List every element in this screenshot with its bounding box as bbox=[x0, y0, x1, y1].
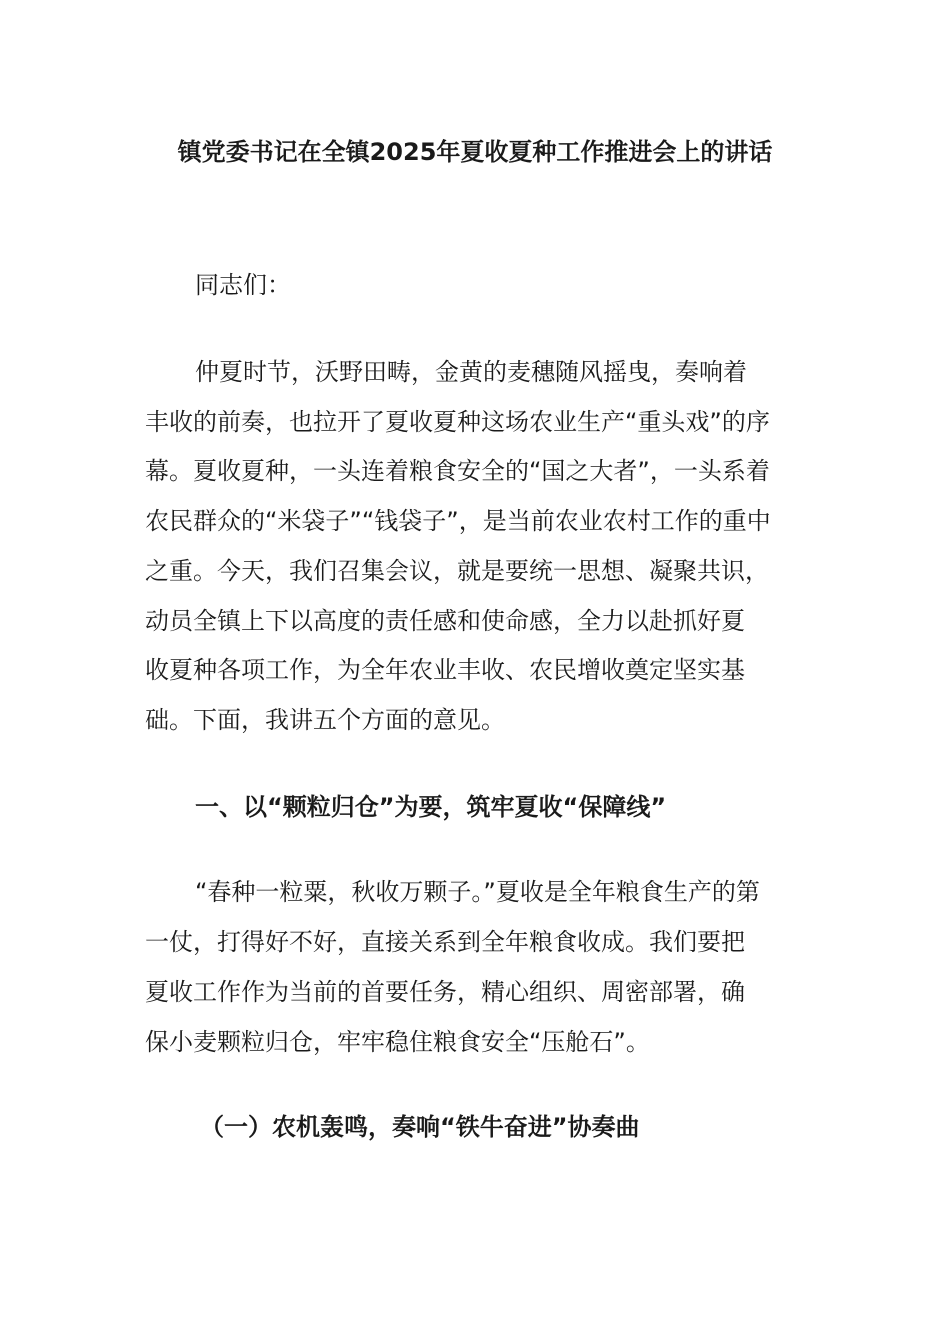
paragraph-line: 夏收工作作为当前的首要任务，精心组织、周密部署，确 bbox=[145, 978, 745, 1006]
document-title: 镇党委书记在全镇2025年夏收夏种工作推进会上的讲话 bbox=[177, 138, 773, 166]
paragraph-line: 幕。夏收夏种，一头连着粮食安全的“国之大者”，一头系着 bbox=[145, 457, 770, 485]
subsection-heading: （一）农机轰鸣，奏响“铁牛奋进”协奏曲 bbox=[200, 1113, 640, 1141]
paragraph-line: 保小麦颗粒归仓，牢牢稳住粮食安全“压舱石”。 bbox=[145, 1028, 650, 1056]
paragraph-line: “春种一粒粟，秋收万颗子。”夏收是全年粮食生产的第 bbox=[195, 878, 760, 906]
paragraph-line: 仲夏时节，沃野田畴，金黄的麦穗随风摇曳，奏响着 bbox=[195, 358, 747, 386]
paragraph-line: 之重。今天，我们召集会议，就是要统一思想、凝聚共识， bbox=[145, 557, 769, 585]
paragraph-line: 动员全镇上下以高度的责任感和使命感，全力以赴抓好夏 bbox=[145, 607, 745, 635]
paragraph-line: 农民群众的“米袋子”“钱袋子”，是当前农业农村工作的重中 bbox=[145, 507, 771, 535]
paragraph-line: 一仗，打得好不好，直接关系到全年粮食收成。我们要把 bbox=[145, 928, 745, 956]
paragraph-line: 丰收的前奏，也拉开了夏收夏种这场农业生产“重头戏”的序 bbox=[145, 408, 770, 436]
paragraph-line: 收夏种各项工作，为全年农业丰收、农民增收奠定坚实基 bbox=[145, 656, 745, 684]
section-heading: 一、以“颗粒归仓”为要，筑牢夏收“保障线” bbox=[195, 793, 667, 821]
salutation: 同志们： bbox=[195, 271, 291, 299]
paragraph-line: 础。下面，我讲五个方面的意见。 bbox=[145, 706, 505, 734]
